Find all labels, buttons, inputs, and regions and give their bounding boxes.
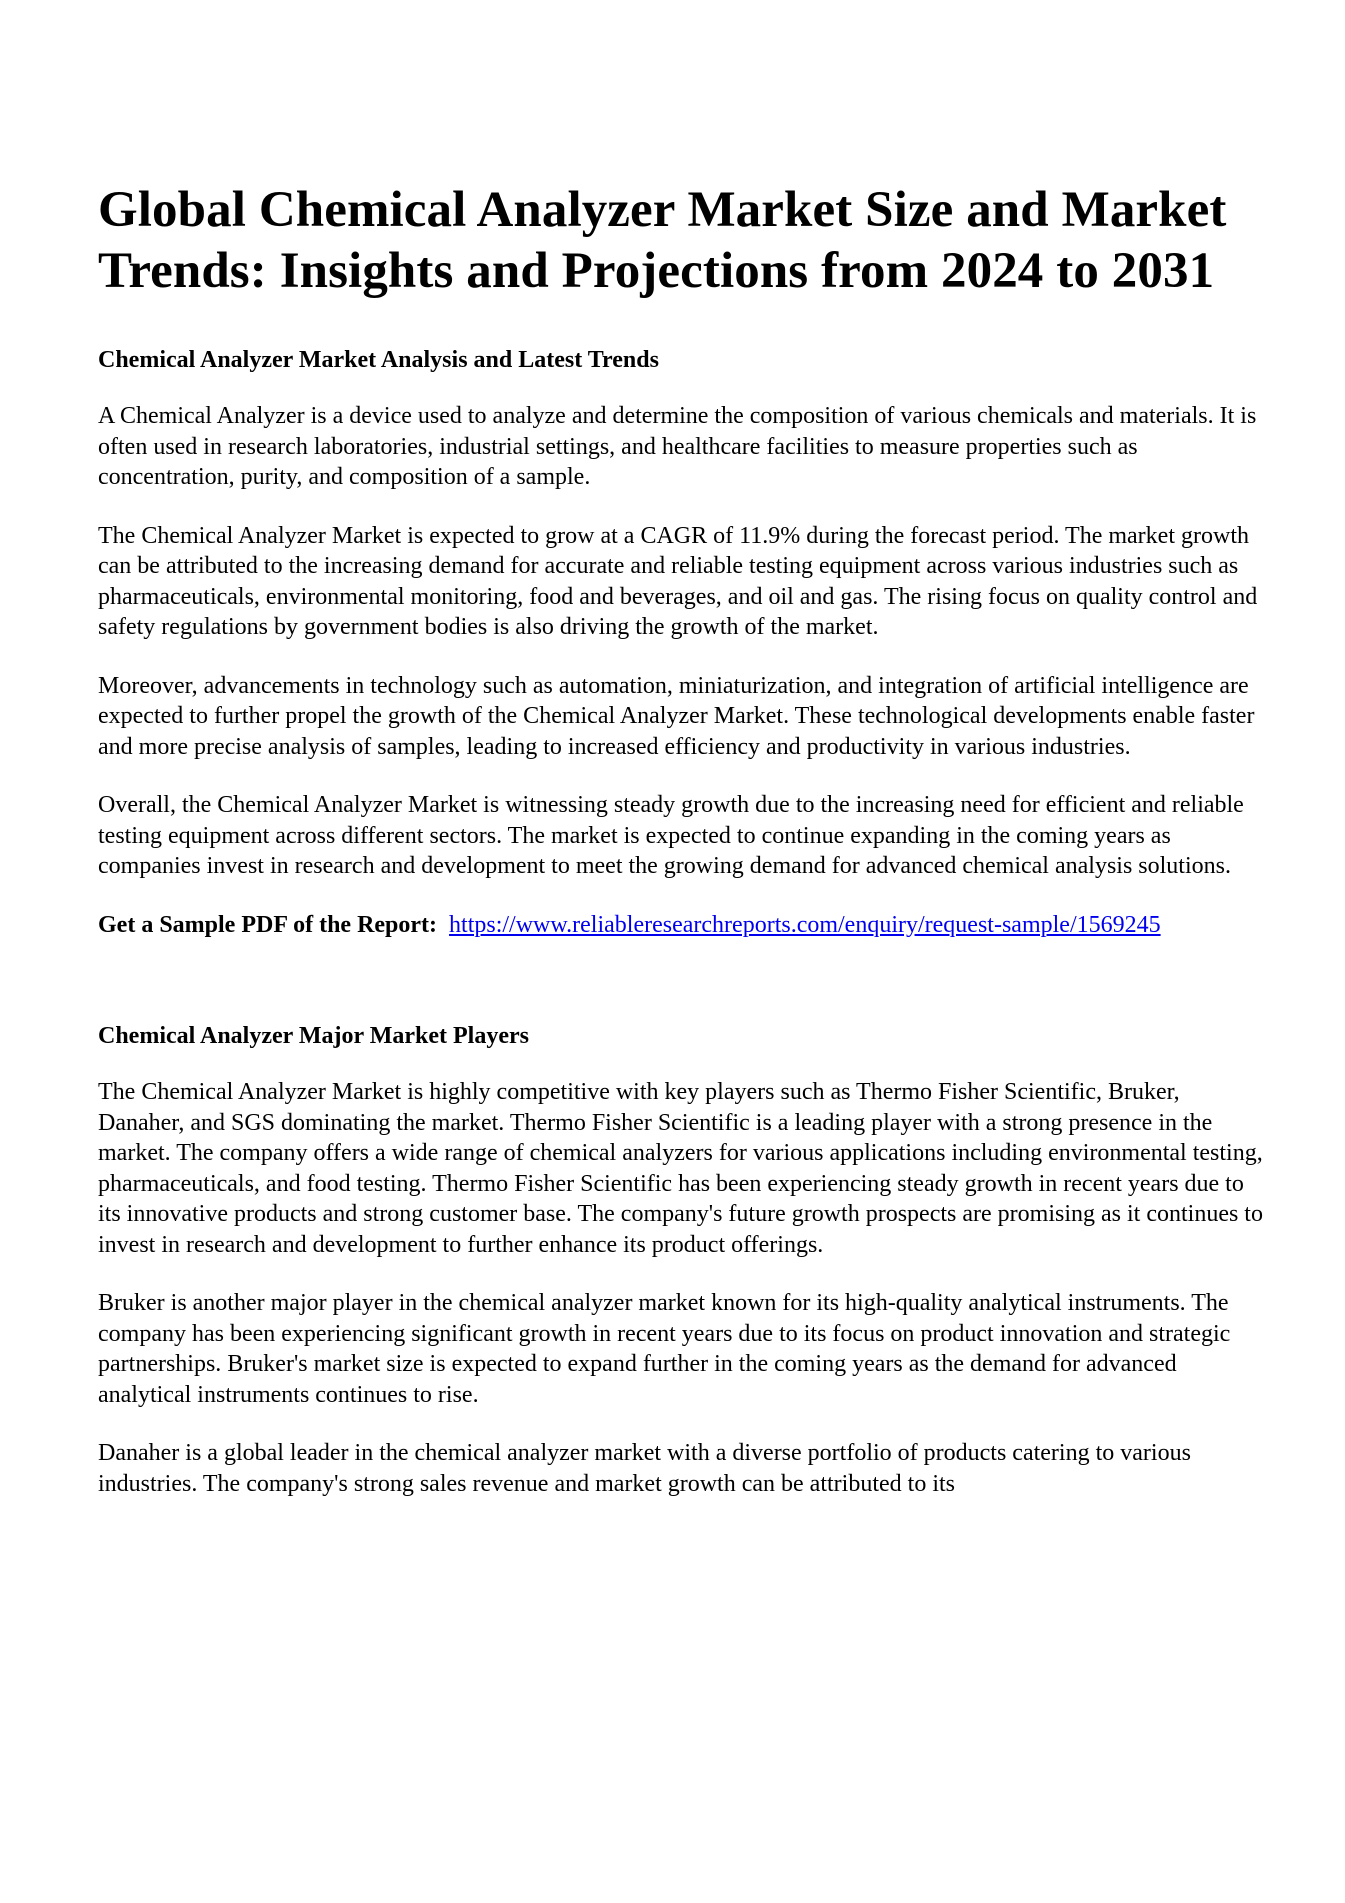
- paragraph-definition: A Chemical Analyzer is a device used to analyze and determine the composition of various chemicals and materials. It is often used in research laboratories, industrial settings, and healthcare facilities to measure properties such as concentration, purity, and composition of a sample.: [98, 403, 1257, 490]
- section-heading-players: Chemical Analyzer Major Market Players: [98, 1023, 529, 1049]
- paragraph-overall: Overall, the Chemical Analyzer Market is witnessing steady growth due to the increasing need for efficient and reliable testing equipment across different sectors. The market is expected to continue expanding in the coming years as companies invest in research and development to meet the growing demand for advanced chemical analysis solutions.: [98, 792, 1244, 879]
- document-title: Global Chemical Analyzer Market Size and Market Trends: Insights and Projections from 2024 to 2031: [98, 182, 1227, 299]
- document-page: [98, 180, 1268, 1499]
- paragraph-thermo-fisher: The Chemical Analyzer Market is highly competitive with key players such as Thermo Fisher Scientific, Bruker, Danaher, and SGS dominating the market. Thermo Fisher Scientific is a leading player with a strong presence in the market. The company offers a wide range of chemical analyzers for various applications including environmental testing, pharmaceuticals, and food testing. Thermo Fisher Scientific has been experiencing steady growth in recent years due to its innovative products and strong customer base. The company's future growth prospects are promising as it continues to invest in research and development to further enhance its product offerings.: [98, 1079, 1263, 1258]
- sample-request-link[interactable]: https://www.reliableresearchreports.com/enquiry/request-sample/1569245: [449, 911, 1161, 938]
- paragraph-bruker: Bruker is another major player in the chemical analyzer market known for its high-quality analytical instruments. The company has been experiencing significant growth in recent years due to its focus on product innovation and strategic partnerships. Bruker's market size is expected to expand further in the coming years as the demand for advanced analytical instruments continues to rise.: [98, 1290, 1231, 1408]
- sample-label: Get a Sample PDF of the Report:: [98, 911, 438, 938]
- paragraph-cagr: The Chemical Analyzer Market is expected to grow at a CAGR of 11.9% during the forecast period. The market growth can be attributed to the increasing demand for accurate and reliable testing equipment across various industries such as pharmaceuticals, environmental monitoring, food and beverages, and oil and gas. The rising focus on quality control and safety regulations by government bodies is also driving the growth of the market.: [98, 522, 1258, 640]
- sample-request-line: [98, 910, 1268, 941]
- paragraph-technology: Moreover, advancements in technology such as automation, miniaturization, and integration of artificial intelligence are expected to further propel the growth of the Chemical Analyzer Market. These technological developments enable faster and more precise analysis of samples, leading to increased efficiency and productivity in various industries.: [98, 672, 1255, 760]
- paragraph-danaher: Danaher is a global leader in the chemical analyzer market with a diverse portfolio of products catering to various industries. The company's strong sales revenue and market growth can be attributed to its: [98, 1440, 1191, 1497]
- section-heading-analysis: Chemical Analyzer Market Analysis and Latest Trends: [98, 347, 659, 373]
